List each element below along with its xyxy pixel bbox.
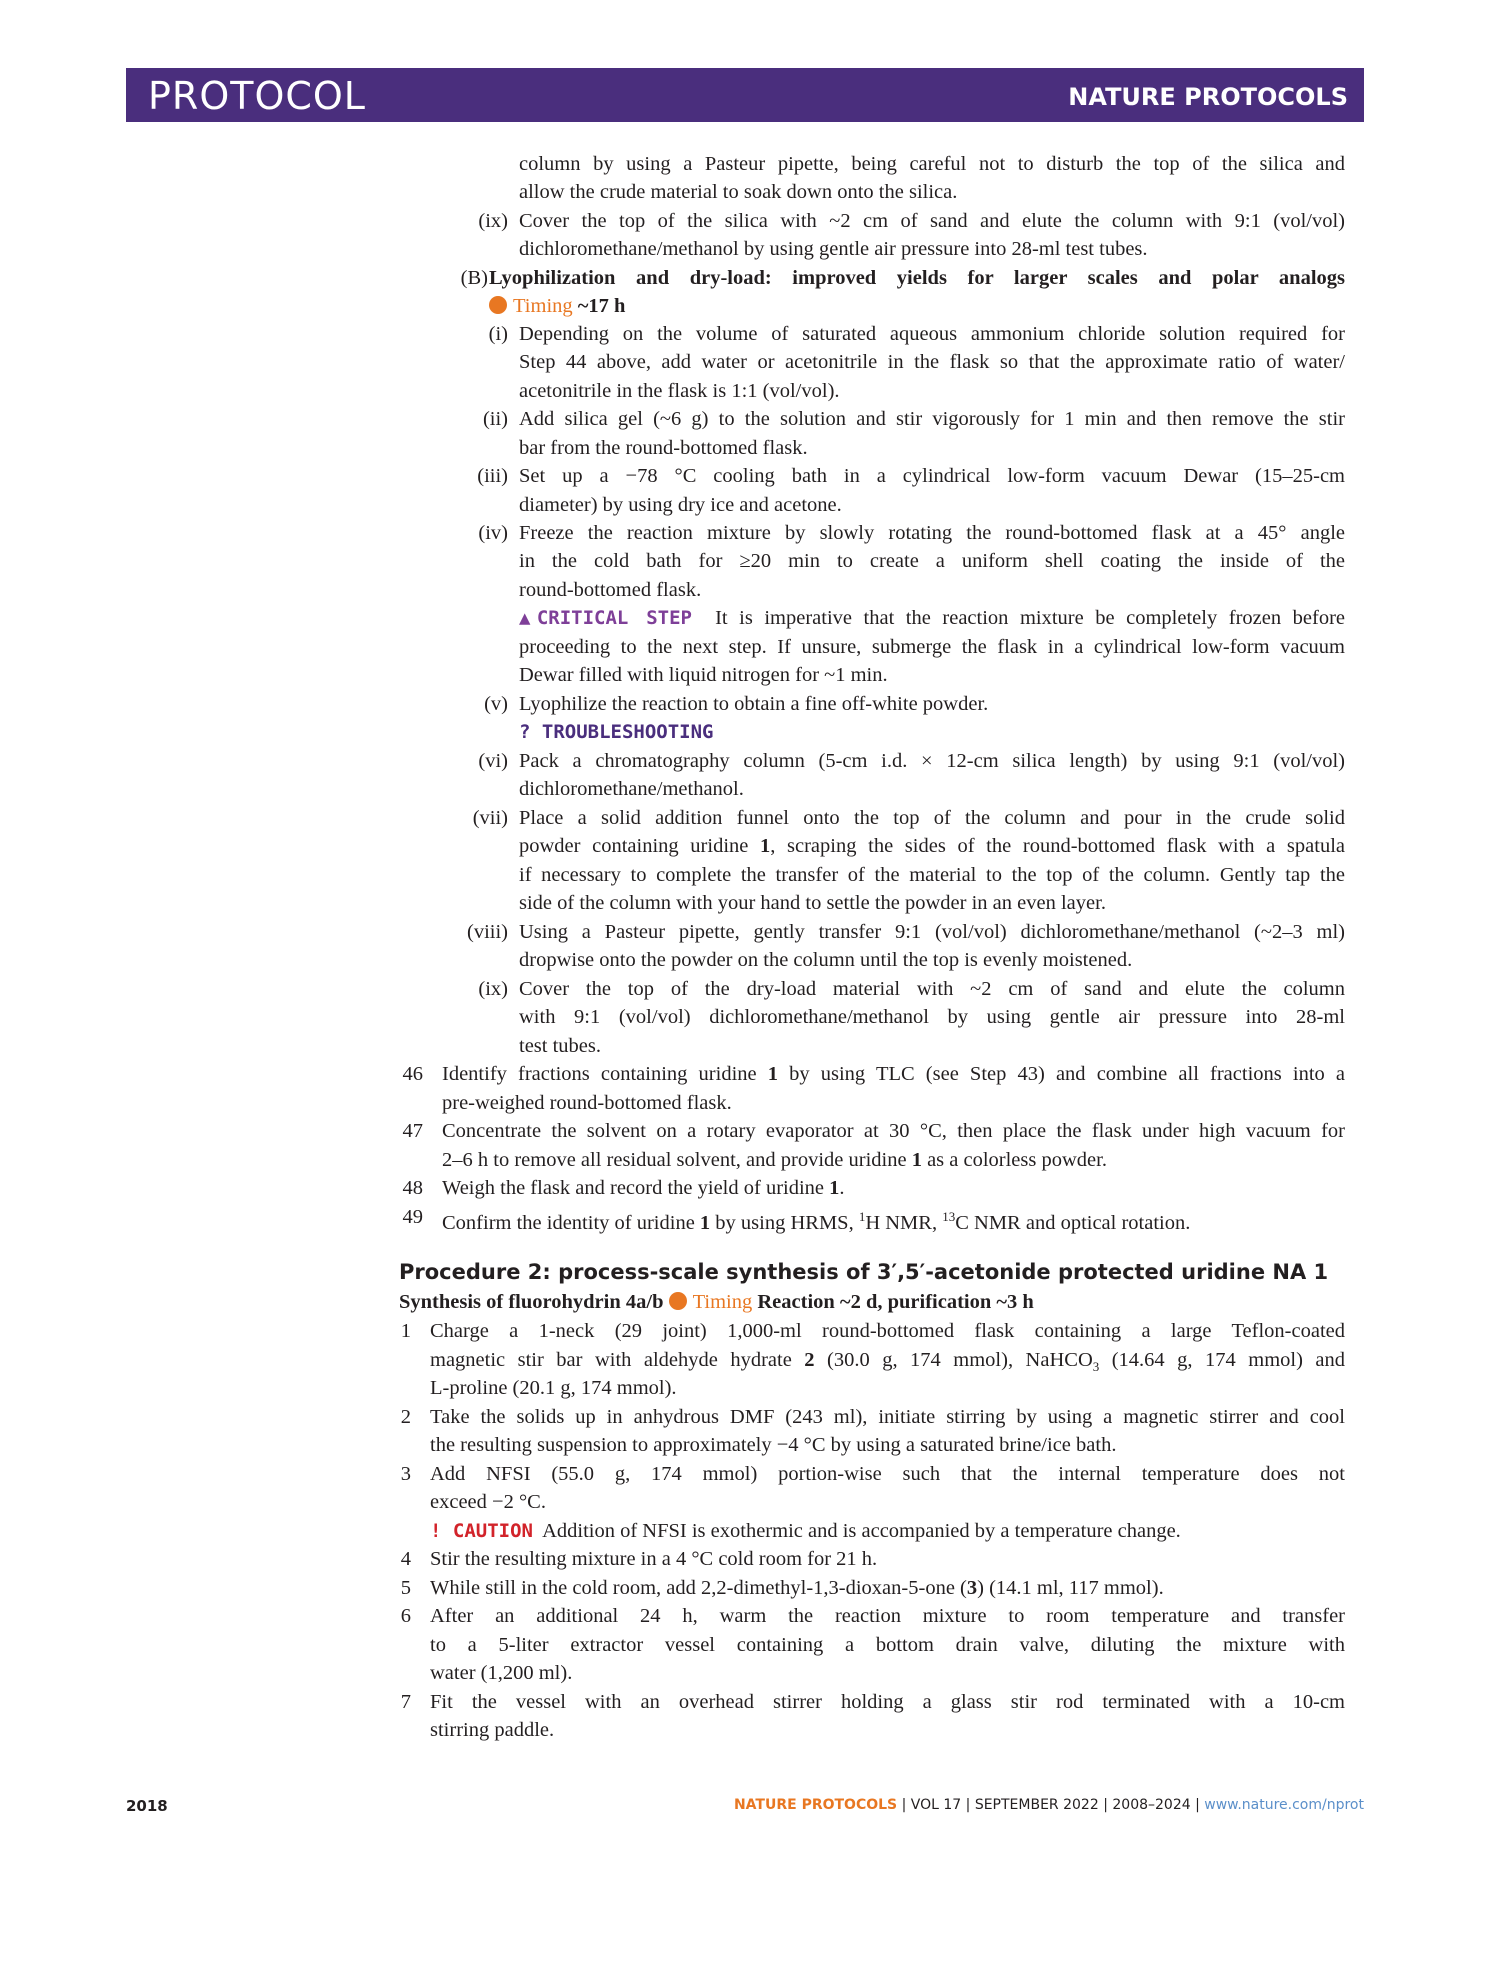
critical-step-text: It is imperative that the reaction mixture be completely frozen before [715, 607, 1345, 629]
text-line: Add silica gel (~6 g) to the solution and stir vigorously for 1 min and then remove the stir [519, 408, 1345, 430]
header-bar [126, 68, 1364, 122]
step-number: 7 [400, 1691, 411, 1713]
critical-step-label: ▲CRITICAL STEP [519, 607, 692, 629]
procedure-subtitle: Synthesis of fluorohydrin 4a/b Timing Reaction ~2 d, purification ~3 h [399, 1291, 1034, 1313]
text-line: pre-weighed round-bottomed flask. [442, 1092, 732, 1114]
step-number: (iv) [478, 522, 508, 544]
journal-link[interactable]: www.nature.com/nprot [1204, 1797, 1364, 1813]
caution-text: Addition of NFSI is exothermic and is accompanied by a temperature change. [542, 1520, 1181, 1542]
step-number: 4 [400, 1548, 411, 1570]
text-line: with 9:1 (vol/vol) dichloromethane/methanol by using gentle air pressure into 28-ml [519, 1006, 1345, 1028]
text-line: diameter) by using dry ice and acetone. [519, 494, 842, 516]
text-line: Using a Pasteur pipette, gently transfer 9:1 (vol/vol) dichloromethane/methanol (~2–3 ml) [519, 921, 1345, 943]
text-line: 2–6 h to remove all residual solvent, and provide uridine 1 as a colorless powder. [442, 1149, 1107, 1171]
text-line: Dewar filled with liquid nitrogen for ~1 min. [519, 664, 888, 686]
step-number: 2 [400, 1406, 411, 1428]
step-number: 3 [400, 1463, 411, 1485]
timing-dot-icon [669, 1292, 687, 1310]
text-line: L-proline (20.1 g, 174 mmol). [430, 1377, 677, 1399]
step-number: (viii) [467, 921, 508, 943]
step-number: (vi) [478, 750, 508, 772]
section-label: PROTOCOL [148, 74, 366, 118]
text-line: Depending on the volume of saturated aqueous ammonium chloride solution required for [519, 323, 1345, 345]
critical-step [519, 604, 1345, 633]
timing-line [489, 292, 625, 321]
step-number: 6 [400, 1605, 411, 1627]
text-line: proceeding to the next step. If unsure, submerge the flask in a cylindrical low-form vacuum [519, 636, 1345, 658]
text-line: magnetic stir bar with aldehyde hydrate 2 (30.0 g, 174 mmol), NaHCO$_3$ (14.64 g, 174 mmol) and [430, 1349, 1345, 1375]
text-line: Step 44 above, add water or acetonitrile in the flask so that the approximate ratio of water/ [519, 351, 1345, 373]
text-line: stirring paddle. [430, 1719, 555, 1741]
step-number: (v) [484, 693, 508, 715]
step-number: (ii) [482, 408, 508, 430]
text-line: While still in the cold room, add 2,2-dimethyl-1,3-dioxan-5-one (3) (14.1 ml, 117 mmol). [430, 1577, 1164, 1599]
text-line: bar from the round-bottomed flask. [519, 437, 808, 459]
step-number: (ix) [478, 978, 508, 1000]
text-line: side of the column with your hand to settle the powder in an even layer. [519, 892, 1106, 914]
journal-name: NATURE PROTOCOLS [1068, 83, 1348, 111]
caution-label: ! CAUTION [430, 1520, 533, 1542]
text-line: Fit the vessel with an overhead stirrer holding a glass stir rod terminated with a 10-cm [430, 1691, 1345, 1713]
step-number: 5 [400, 1577, 411, 1599]
timing-value: ~17 h [577, 295, 626, 317]
timing-label: Timing [513, 295, 573, 317]
text-line: Take the solids up in anhydrous DMF (243 ml), initiate stirring by using a magnetic stirrer and cool [430, 1406, 1345, 1428]
text-line: Pack a chromatography column (5-cm i.d. × 12-cm silica length) by using 9:1 (vol/vol) [519, 750, 1345, 772]
step-number: 1 [400, 1320, 411, 1342]
text-line: dropwise onto the powder on the column until the top is evenly moistened. [519, 949, 1133, 971]
step-number: 49 [402, 1206, 423, 1228]
timing-dot-icon [489, 296, 507, 314]
part-label: (B) [460, 267, 488, 289]
text-line: Weigh the flask and record the yield of uridine 1. [442, 1177, 845, 1199]
text-line: dichloromethane/methanol. [519, 778, 744, 800]
step-number: 48 [402, 1177, 423, 1199]
page-number: 2018 [126, 1797, 168, 1815]
text-line: allow the crude material to soak down onto the silica. [519, 181, 958, 203]
procedure-title: Procedure 2: process-scale synthesis of 3′,5′-acetonide protected uridine NA 1 [399, 1260, 1329, 1284]
text-line: Add NFSI (55.0 g, 174 mmol) portion-wise such that the internal temperature does not [430, 1463, 1345, 1485]
text-line: Lyophilize the reaction to obtain a fine off-white powder. [519, 693, 989, 715]
text-line: Freeze the reaction mixture by slowly rotating the round-bottomed flask at a 45° angle [519, 522, 1345, 544]
troubleshooting-text: ? TROUBLESHOOTING [519, 721, 714, 743]
text-line: Cover the top of the dry-load material with ~2 cm of sand and elute the column [519, 978, 1345, 1000]
text-line: Identify fractions containing uridine 1 by using TLC (see Step 43) and combine all fractions into a [442, 1063, 1346, 1085]
text-line: round-bottomed flask. [519, 579, 702, 601]
text-line: in the cold bath for ≥20 min to create a uniform shell coating the inside of the [519, 550, 1345, 572]
step-number: 47 [402, 1120, 423, 1142]
text-line: Place a solid addition funnel onto the top of the column and pour in the crude solid [519, 807, 1345, 829]
text-line: water (1,200 ml). [430, 1662, 573, 1684]
text-line: After an additional 24 h, warm the reaction mixture to room temperature and transfer [430, 1605, 1345, 1627]
text-line: acetonitrile in the flask is 1:1 (vol/vol). [519, 380, 840, 402]
part-title: Lyophilization and dry-load: improved yields for larger scales and polar analogs [489, 267, 1345, 289]
text-line: Charge a 1-neck (29 joint) 1,000-ml round-bottomed flask containing a large Teflon-coated [430, 1320, 1345, 1342]
step-number: 46 [402, 1063, 423, 1085]
text-line: to a 5-liter extractor vessel containing a bottom drain valve, diluting the mixture with [430, 1634, 1345, 1656]
text-line: test tubes. [519, 1035, 601, 1057]
text-line: Set up a −78 °C cooling bath in a cylindrical low-form vacuum Dewar (15–25-cm [519, 465, 1345, 487]
step-number: (vii) [472, 807, 508, 829]
footer-citation: NATURE PROTOCOLS | VOL 17 | SEPTEMBER 2022 | 2008–2024 | www.nature.com/nprot [733, 1797, 1364, 1813]
text-line: dichloromethane/methanol by using gentle air pressure into 28-ml test tubes. [519, 238, 1148, 260]
text-line: Concentrate the solvent on a rotary evaporator at 30 °C, then place the flask under high vacuum for [442, 1120, 1345, 1142]
text-line: if necessary to complete the transfer of the material to the top of the column. Gently tap the [519, 864, 1345, 886]
text-line: column by using a Pasteur pipette, being careful not to disturb the top of the silica and [519, 153, 1345, 175]
troubleshooting-label [519, 718, 713, 747]
step-number: (i) [488, 323, 508, 345]
text-line: exceed −2 °C. [430, 1491, 546, 1513]
text-line: Stir the resulting mixture in a 4 °C cold room for 21 h. [430, 1548, 878, 1570]
text-line: the resulting suspension to approximately −4 °C by using a saturated brine/ice bath. [430, 1434, 1117, 1456]
text-line: Confirm the identity of uridine 1 by using HRMS, $^1$H NMR, $^{13}$C NMR and optical rotation. [442, 1209, 1191, 1234]
text-line: powder containing uridine 1, scraping the sides of the round-bottomed flask with a spatula [519, 835, 1345, 857]
caution [430, 1517, 1181, 1546]
step-number: (ix) [478, 210, 508, 232]
step-number: (iii) [477, 465, 508, 487]
text-line: Cover the top of the silica with ~2 cm of sand and elute the column with 9:1 (vol/vol) [519, 210, 1345, 232]
